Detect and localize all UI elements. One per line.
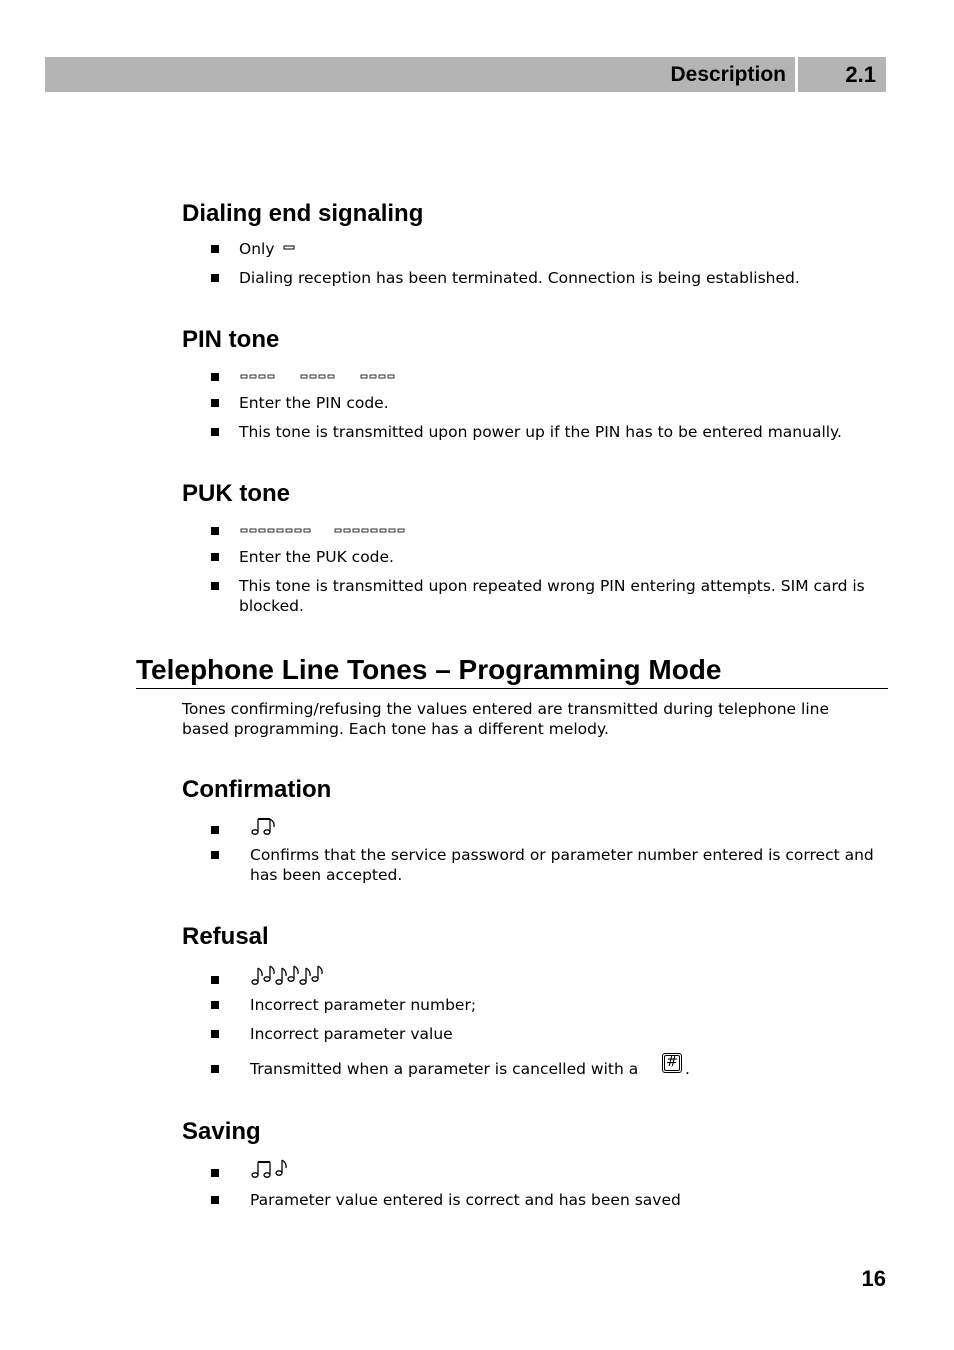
hash-key-label: # bbox=[666, 1054, 678, 1070]
bullet-icon bbox=[211, 553, 219, 561]
page-number: 16 bbox=[861, 1266, 886, 1291]
hash-key-icon bbox=[662, 1053, 682, 1073]
header-bar bbox=[45, 57, 886, 92]
bullet-icon bbox=[211, 1196, 219, 1204]
bullet-icon bbox=[211, 527, 219, 535]
saving-heading: Saving bbox=[182, 1118, 261, 1145]
bullet-icon bbox=[211, 399, 219, 407]
bullet-icon bbox=[211, 428, 219, 436]
bullet-icon bbox=[211, 1065, 219, 1073]
dialing-end-description: Dialing reception has been terminated. Connection is being established. bbox=[239, 269, 800, 287]
confirmation-description: Confirms that the service password or parameter number entered is correct and has been accepted. bbox=[250, 846, 874, 884]
bullet-icon bbox=[211, 245, 219, 253]
refusal-incorrect-number: Incorrect parameter number; bbox=[250, 996, 477, 1014]
bullet-icon bbox=[211, 1169, 219, 1177]
pin-tone-pattern-icon bbox=[240, 372, 400, 382]
refusal-incorrect-value: Incorrect parameter value bbox=[250, 1025, 453, 1043]
confirmation-heading: Confirmation bbox=[182, 776, 332, 803]
puk-tone-line-enter: Enter the PUK code. bbox=[239, 548, 394, 566]
header-section-number: 2.1 bbox=[845, 61, 876, 87]
pin-tone-heading: PIN tone bbox=[182, 326, 280, 353]
refusal-cancelled-period: . bbox=[685, 1060, 690, 1078]
bullet-icon bbox=[211, 274, 219, 282]
bullet-icon bbox=[211, 851, 219, 859]
bullet-icon bbox=[211, 976, 219, 984]
refusal-cancelled-text: Transmitted when a parameter is cancelled with a bbox=[250, 1060, 639, 1078]
dialing-end-heading: Dialing end signaling bbox=[182, 200, 424, 227]
header-title: Description bbox=[670, 62, 786, 86]
puk-tone-pattern-icon bbox=[240, 526, 410, 536]
saving-description: Parameter value entered is correct and has been saved bbox=[250, 1191, 681, 1209]
bullet-icon bbox=[211, 373, 219, 381]
saving-melody-icon bbox=[251, 1157, 296, 1179]
bullet-icon bbox=[211, 1001, 219, 1009]
bullet-icon bbox=[211, 582, 219, 590]
puk-tone-line-description: This tone is transmitted upon repeated wrong PIN entering attempts. SIM card is blocked. bbox=[239, 577, 865, 615]
programming-mode-intro: Tones confirming/refusing the values entered are transmitted during telephone line based programming. Each tone has a different melody. bbox=[182, 700, 829, 738]
confirmation-melody-icon bbox=[251, 815, 281, 837]
programming-mode-heading: Telephone Line Tones – Programming Mode bbox=[136, 654, 888, 689]
dialing-end-only bbox=[239, 240, 297, 260]
only-label: Only bbox=[239, 240, 275, 258]
bullet-icon bbox=[211, 826, 219, 834]
long-tone-icon bbox=[283, 243, 297, 253]
refusal-melody-icon bbox=[251, 963, 331, 987]
puk-tone-heading: PUK tone bbox=[182, 480, 290, 507]
pin-tone-line-description: This tone is transmitted upon power up if the PIN has to be entered manually. bbox=[239, 423, 842, 441]
pin-tone-line-enter: Enter the PIN code. bbox=[239, 394, 389, 412]
bullet-icon bbox=[211, 1030, 219, 1038]
refusal-heading: Refusal bbox=[182, 923, 269, 950]
